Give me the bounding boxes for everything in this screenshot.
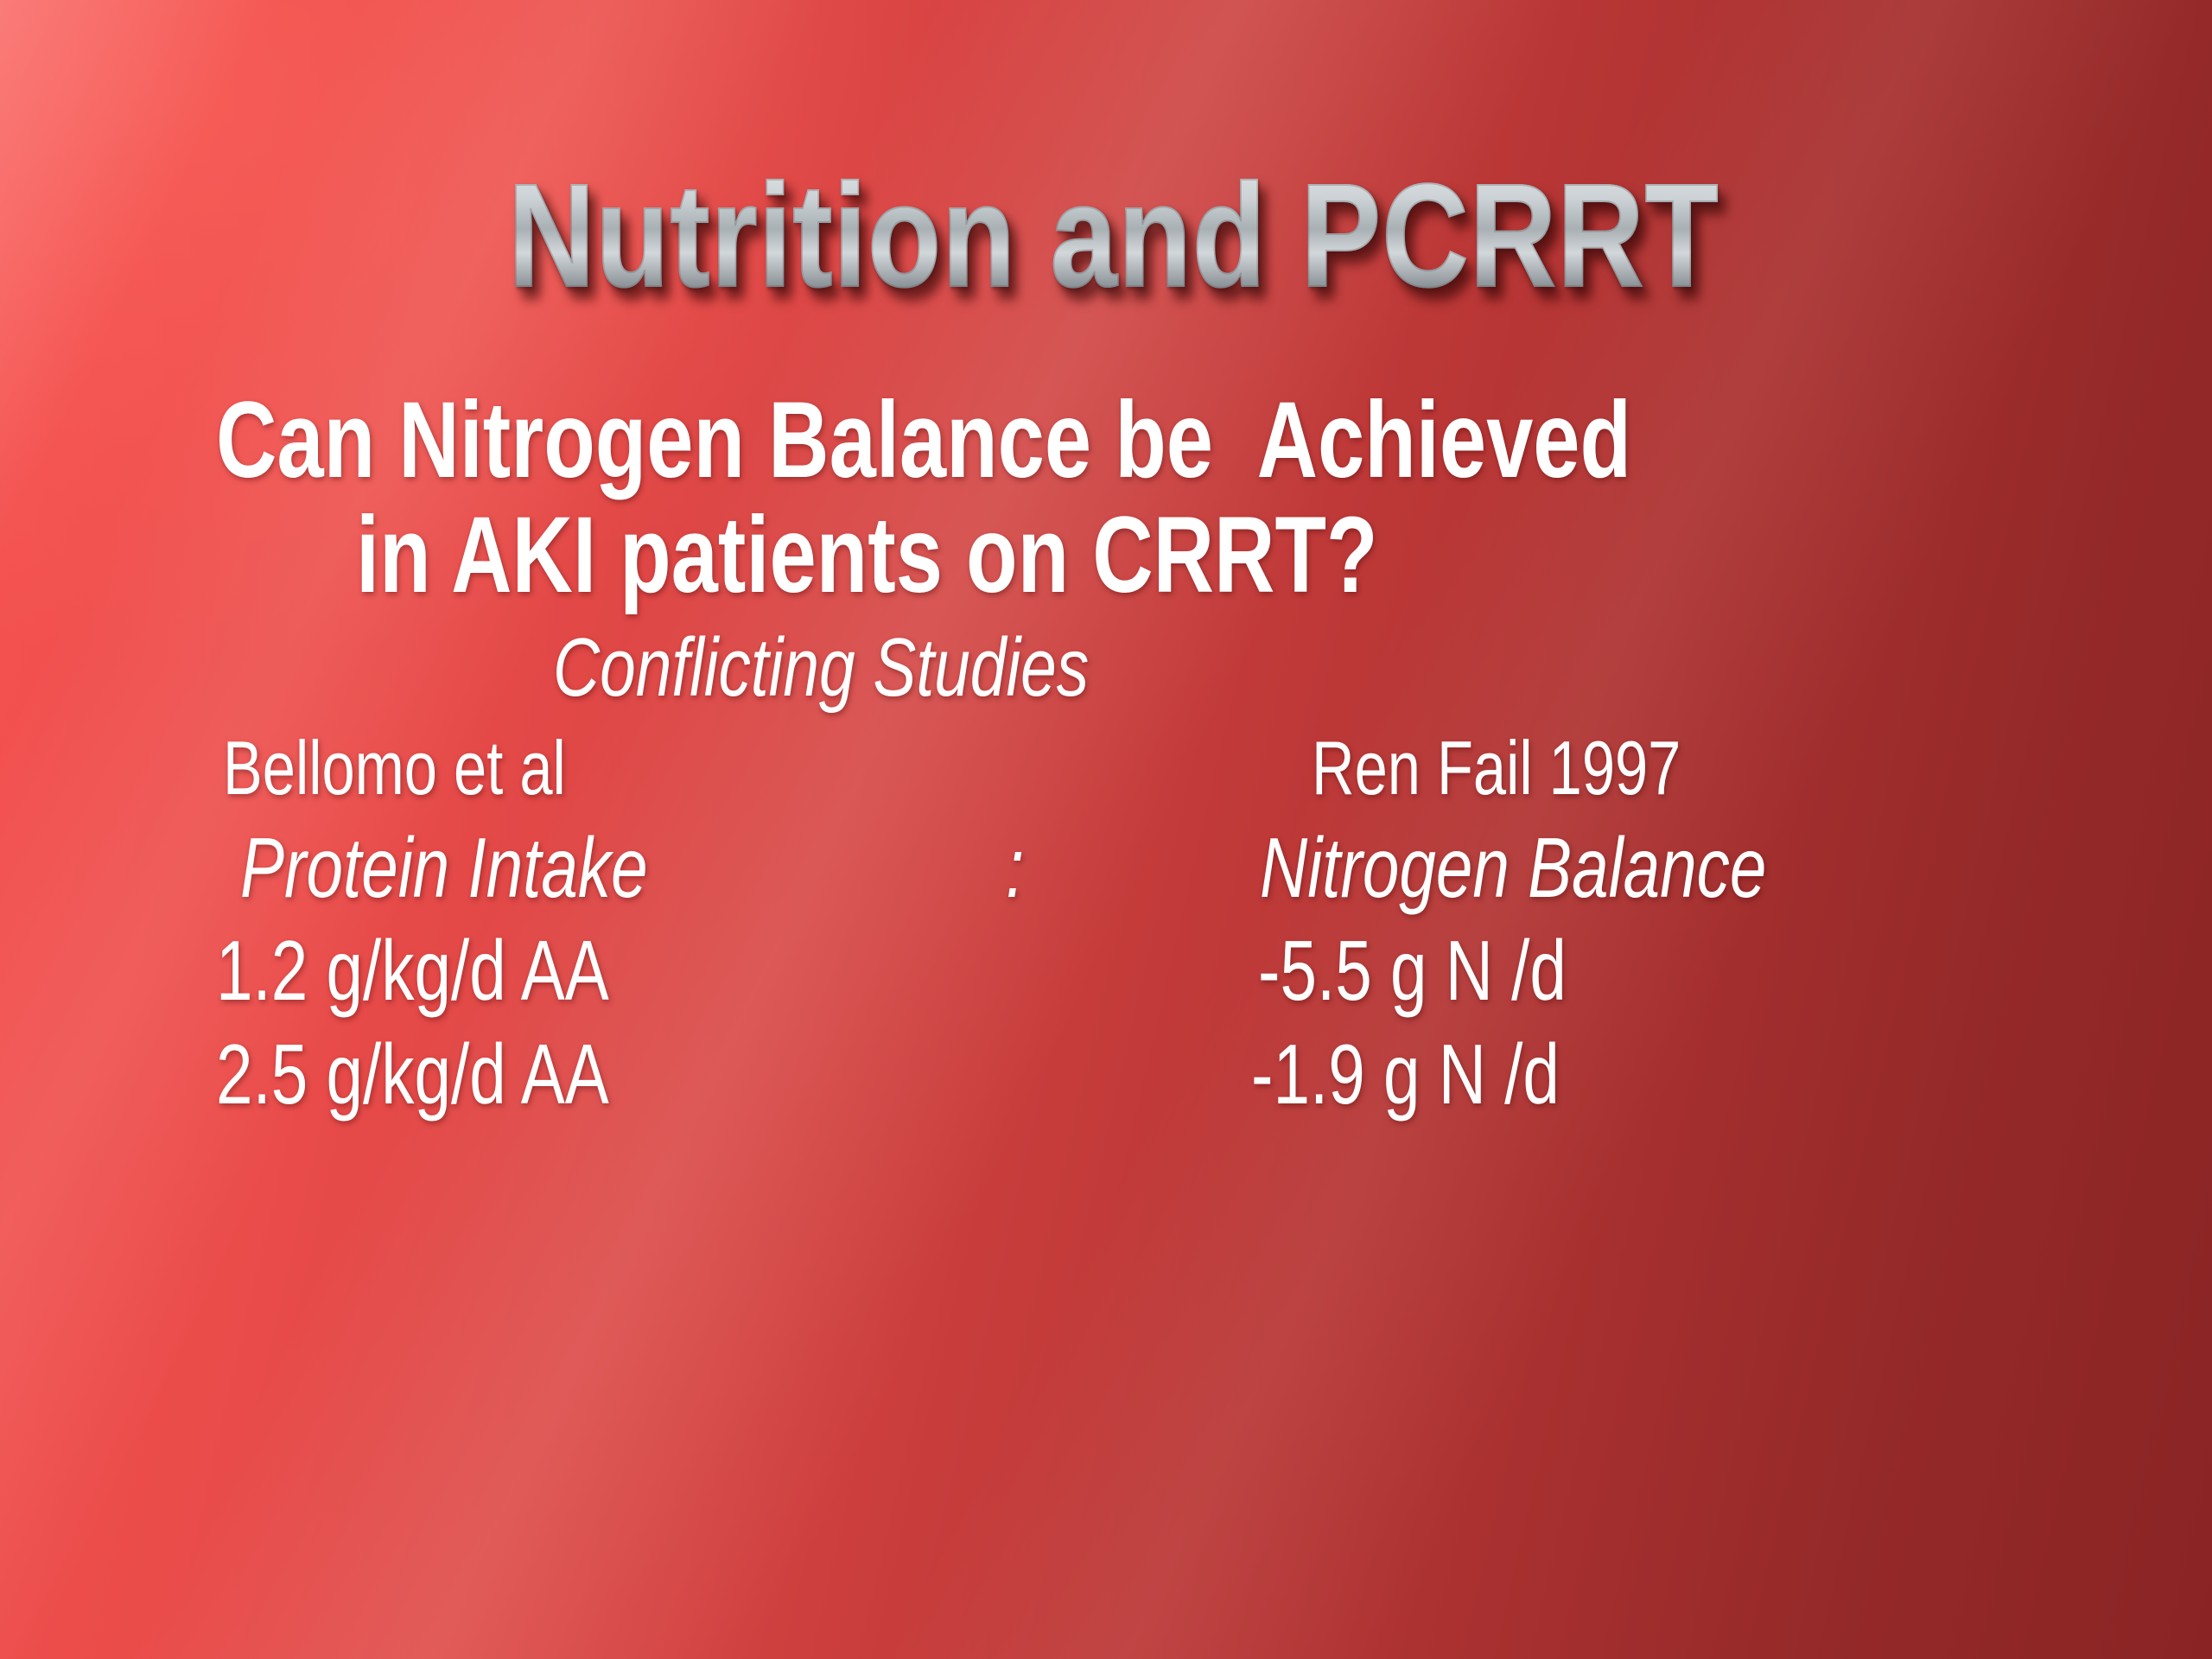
slide-title-text: Nutrition and PCRRT xyxy=(508,151,1719,321)
row1-protein-intake-value: 1.2 g/kg/d AA xyxy=(216,923,609,1018)
study-author: Bellomo et al xyxy=(223,725,566,810)
row2-nitrogen-balance-value: -1.9 g N /d xyxy=(1251,1027,1560,1122)
question-line-1: Can Nitrogen Balance be Achieved xyxy=(216,380,1632,500)
slide-title xyxy=(0,136,2212,336)
column-header-protein-intake: Protein Intake xyxy=(240,820,648,915)
column-separator-colon: : xyxy=(1006,820,1025,915)
study-citation: Ren Fail 1997 xyxy=(1312,725,1681,810)
row1-nitrogen-balance-value: -5.5 g N /d xyxy=(1258,923,1567,1018)
subtitle-conflicting-studies: Conflicting Studies xyxy=(553,621,1090,714)
question-line-2: in AKI patients on CRRT? xyxy=(356,495,1378,615)
row2-protein-intake-value: 2.5 g/kg/d AA xyxy=(216,1027,609,1122)
column-header-nitrogen-balance: Nitrogen Balance xyxy=(1260,820,1767,915)
